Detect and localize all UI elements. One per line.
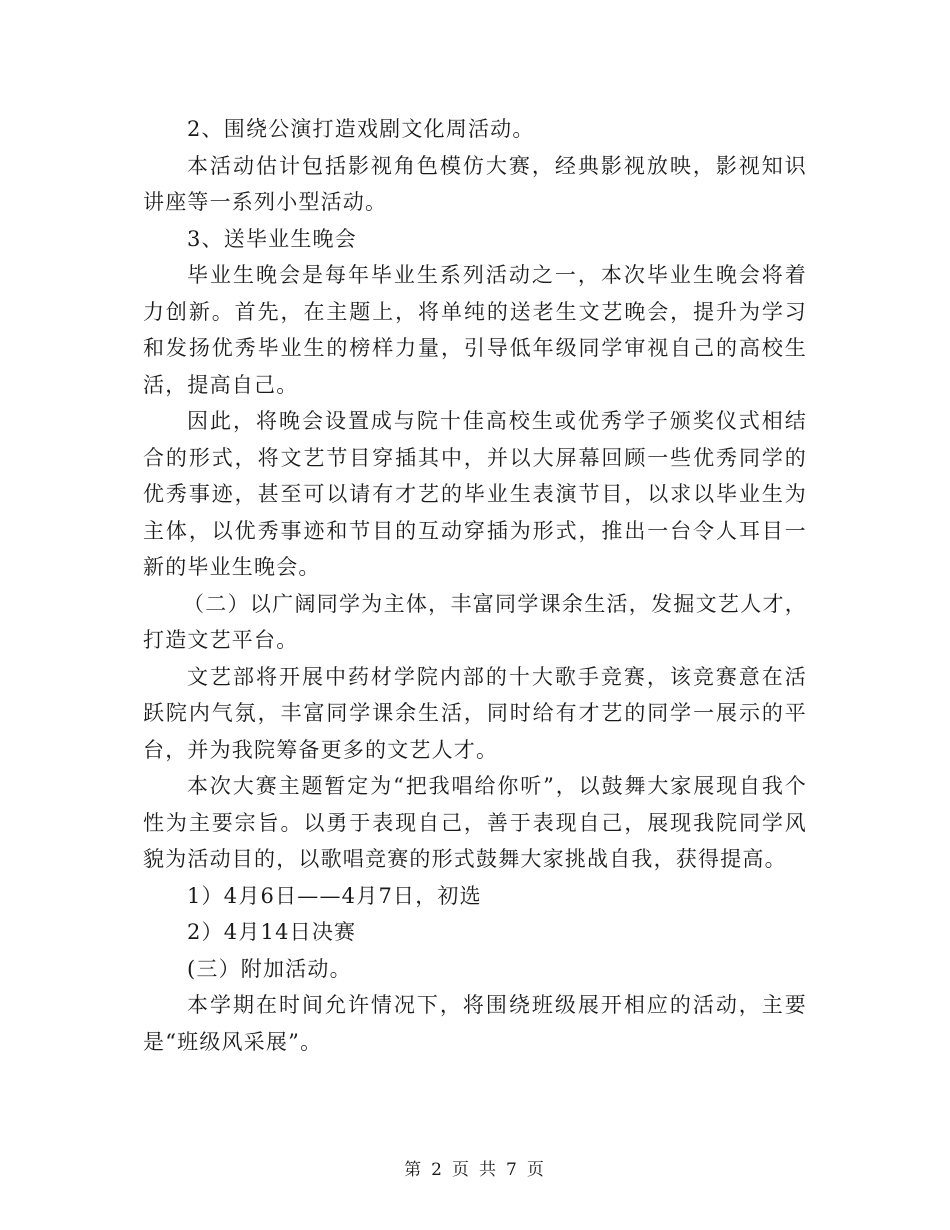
list-item: 1）4月6日——4月7日，初选 xyxy=(187,883,482,908)
body-paragraph: 毕业生晚会是每年毕业生系列活动之一，本次毕业生晚会将着力创新。首先，在主题上，将单纯的送老生文艺晚会，提升为学习和发扬优秀毕业生的榜样力量，引导低年级同学审视自己的高校生活，提高自己。 xyxy=(143,263,807,397)
footer-label-di: 第 xyxy=(404,1160,424,1180)
subsection-heading: (三）附加活动。 xyxy=(187,956,352,981)
list-item: 2）4月14日决赛 xyxy=(187,920,357,944)
page-total: 7 xyxy=(506,1160,519,1180)
subsection-heading: （二）以广阔同学为主体，丰富同学课余生活，发掘文艺人才，打造文艺平台。 xyxy=(143,591,807,652)
page-number: 2 xyxy=(431,1160,444,1180)
footer-label-ye: 页 xyxy=(452,1160,471,1180)
page-footer xyxy=(0,1155,950,1180)
body-paragraph: 本活动估计包括影视角色模仿大赛，经典影视放映，影视知识讲座等一系列小型活动。 xyxy=(143,153,807,214)
section-heading: 3、送毕业生晚会 xyxy=(187,226,357,251)
document-body xyxy=(143,111,807,1060)
body-paragraph: 因此，将晚会设置成与院十佳高校生或优秀学子颁奖仪式相结合的形式，将文艺节目穿插其中，并以大屏幕回顾一些优秀同学的优秀事迹，甚至可以请有才艺的毕业生表演节目，以求以毕业生为主体，以优秀事迹和节目的互动穿插为形式，推出一台令人耳目一新的毕业生晚会。 xyxy=(143,409,807,579)
body-paragraph: 文艺部将开展中药材学院内部的十大歌手竞赛，该竞赛意在活跃院内气氛，丰富同学课余生活，同时给有才艺的同学一展示的平台，并为我院筹备更多的文艺人才。 xyxy=(143,664,807,762)
footer-label-ye2: 页 xyxy=(526,1160,546,1180)
section-heading: 2、围绕公演打造戏剧文化周活动。 xyxy=(187,117,535,141)
body-paragraph: 本学期在时间允许情况下，将围绕班级展开相应的活动，主要是“班级风采展”。 xyxy=(143,993,807,1054)
body-paragraph: 本次大赛主题暂定为“把我唱给你听”，以鼓舞大家展现自我个性为主要宗旨。以勇于表现自己，善于表现自己，展现我院同学风貌为活动目的，以歌唱竞赛的形式鼓舞大家挑战自我，获得提高。 xyxy=(143,774,807,871)
footer-label-gong: 共 xyxy=(479,1160,498,1180)
